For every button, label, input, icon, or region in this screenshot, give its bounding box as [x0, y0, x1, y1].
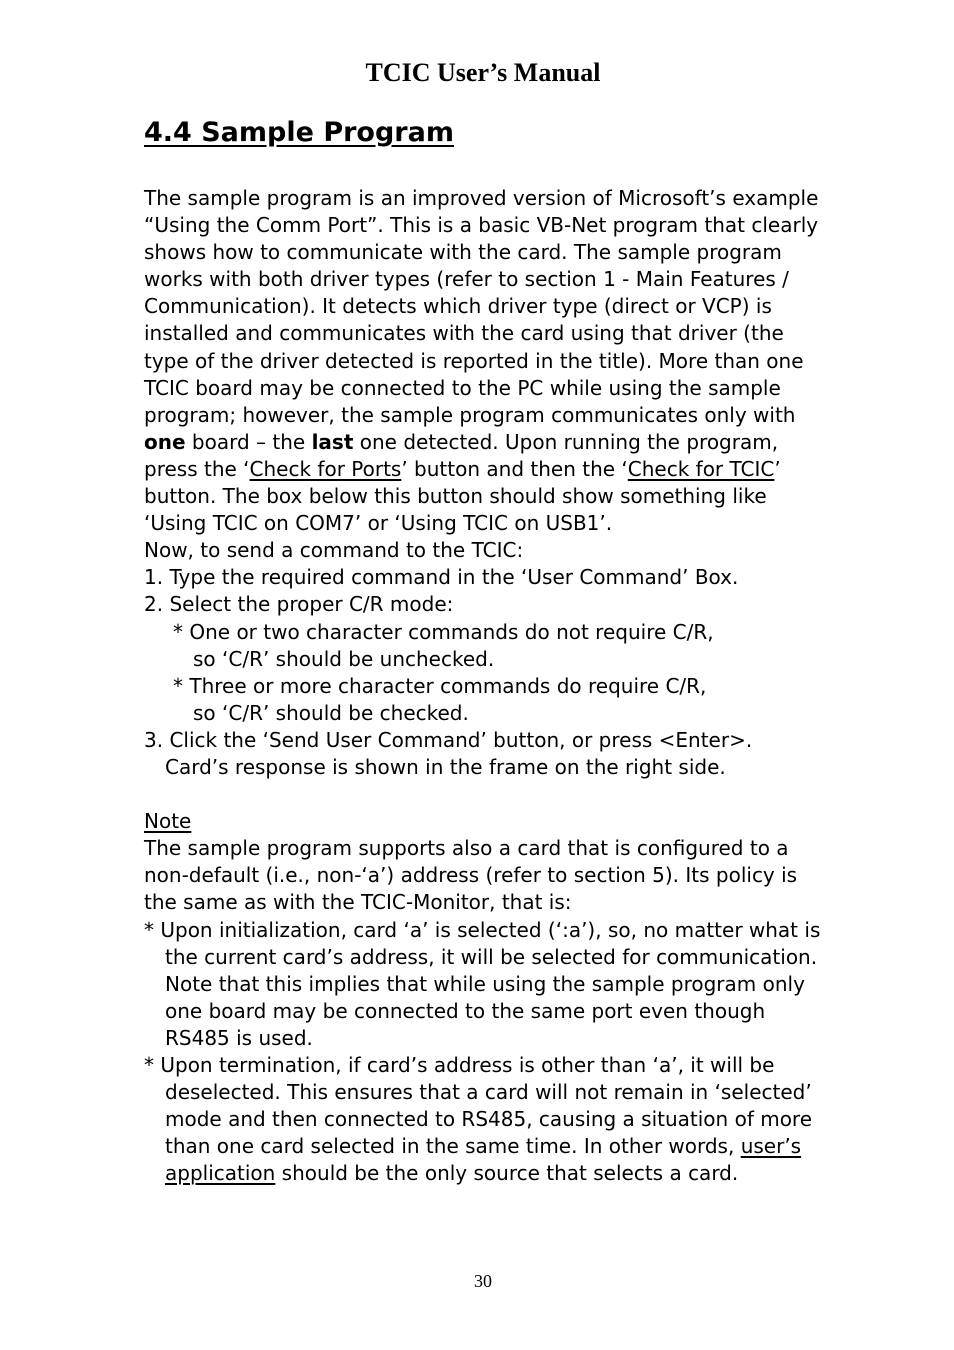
text-fragment: one detected. Upon running the program,: [353, 429, 779, 454]
step-2-option-b-cont: so ‘C/R’ should be checked.: [193, 700, 469, 725]
page-number: 30: [474, 1271, 492, 1291]
check-for-tcic-ref: Check for TCIC: [627, 456, 775, 481]
paragraph-line: [144, 456, 834, 483]
bold-last: last: [311, 429, 354, 454]
note-line: The sample program supports also a card that is configured to a: [144, 836, 789, 861]
check-for-ports-ref: Check for Ports: [249, 456, 402, 481]
step-2-option-a: * One or two character commands do not require C/R,: [173, 619, 714, 644]
steps-intro: Now, to send a command to the TCIC:: [144, 538, 524, 563]
paragraph-line: installed and communicates with the card using that driver (the: [144, 321, 784, 346]
note-bullet-2-cont: [144, 1160, 834, 1187]
note-bullet-1-cont: the current card’s address, it will be selected for communication.: [165, 944, 818, 969]
text-fragment: ’: [774, 456, 781, 481]
paragraph-line: [144, 429, 834, 456]
spacer: [144, 781, 834, 808]
paragraph-line: program; however, the sample program communicates only with: [144, 402, 796, 427]
text-fragment: than one card selected in the same time. In other words,: [165, 1134, 741, 1159]
step-2-option-a-cont: so ‘C/R’ should be unchecked.: [193, 646, 495, 671]
note-heading-text: Note: [144, 809, 192, 834]
paragraph-line: The sample program is an improved version of Microsoft’s example: [144, 186, 819, 210]
paragraph-line: “Using the Comm Port”. This is a basic VB-Net program that clearly: [144, 213, 819, 238]
paragraph-line: TCIC board may be connected to the PC while using the sample: [144, 375, 781, 400]
paragraph-line: button. The box below this button should show something like: [144, 484, 767, 509]
step-3: 3. Click the ‘Send User Command’ button, or press <Enter>.: [144, 727, 753, 752]
step-3-cont: Card’s response is shown in the frame on the right side.: [165, 754, 726, 779]
note-line: the same as with the TCIC-Monitor, that is:: [144, 890, 572, 915]
note-bullet-1-cont: RS485 is used.: [165, 1025, 313, 1050]
text-fragment: ’ button and then the ‘: [401, 456, 628, 481]
paragraph-line: ‘Using TCIC on COM7’ or ‘Using TCIC on USB1’.: [144, 511, 613, 536]
paragraph-line: works with both driver types (refer to section 1 - Main Features /: [144, 267, 789, 292]
users-application-ref: user’s: [740, 1134, 802, 1159]
note-bullet-2-cont: mode and then connected to RS485, causing a situation of more: [165, 1107, 813, 1132]
step-2: 2. Select the proper C/R mode:: [144, 592, 454, 617]
note-bullet-2-cont: [144, 1133, 834, 1160]
step-2-option-b: * Three or more character commands do require C/R,: [173, 673, 707, 698]
note-heading: [144, 808, 834, 835]
step-1: 1. Type the required command in the ‘User Command’ Box.: [144, 565, 739, 590]
note-bullet-1-cont: one board may be connected to the same port even though: [165, 998, 766, 1023]
body-text: [144, 185, 834, 1187]
paragraph-line: Communication). It detects which driver type (direct or VCP) is: [144, 294, 772, 319]
note-line: non-default (i.e., non-‘a’) address (refer to section 5). Its policy is: [144, 863, 798, 888]
section-heading: 4.4 Sample Program: [144, 117, 454, 148]
paragraph-line: shows how to communicate with the card. The sample program: [144, 240, 782, 265]
users-application-ref: application: [165, 1161, 276, 1186]
note-bullet-1: * Upon initialization, card ‘a’ is selected (‘:a’), so, no matter what is: [144, 917, 821, 942]
bold-one: one: [144, 429, 186, 454]
text-fragment: should be the only source that selects a card.: [275, 1161, 739, 1186]
running-header: TCIC User’s Manual: [365, 58, 601, 87]
text-fragment: board – the: [185, 429, 312, 454]
note-bullet-2-cont: deselected. This ensures that a card will not remain in ‘selected’: [165, 1080, 812, 1105]
text-fragment: press the ‘: [144, 456, 250, 481]
paragraph-line: type of the driver detected is reported in the title). More than one: [144, 348, 804, 373]
note-bullet-1-cont: Note that this implies that while using the sample program only: [165, 971, 805, 996]
note-bullet-2: * Upon termination, if card’s address is other than ‘a’, it will be: [144, 1053, 775, 1077]
